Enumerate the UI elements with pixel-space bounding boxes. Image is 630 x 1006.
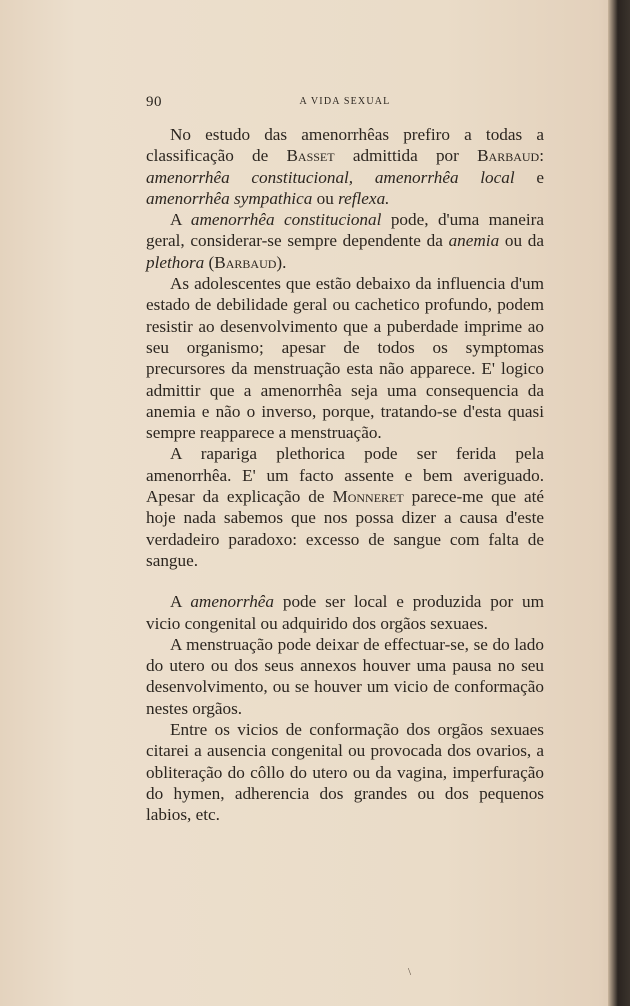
paragraph [146, 591, 544, 634]
italic-text: amenorrhêa [190, 592, 275, 612]
text-run: pode ser local e produzida por um vicio congenital ou adquirido dos orgãos sexuaes. [146, 592, 544, 633]
italic-text: amenorrhêa constitucional [190, 210, 382, 230]
italic-text: plethora [146, 252, 205, 272]
text-run: e [514, 167, 544, 187]
text-run: No estudo das amenorrhêas prefiro a todas a classificação de [146, 125, 544, 166]
author-name: Barbaud [477, 146, 540, 166]
text-run: pode, d'uma maneira geral, considerar-se sempre dependente da [146, 210, 544, 251]
author-name: Barbaud [214, 252, 277, 272]
text-run: A menstruação pode deixar de effectuar-se, se do lado do utero ou dos seus annexos houver uma pausa no seu desenvolvimento, ou se houver um vicio de conformação nestes orgãos. [146, 634, 544, 718]
text-run: ou [312, 188, 339, 208]
text-run: ( [204, 252, 215, 272]
paragraph [146, 273, 544, 443]
page-number: 90 [146, 94, 162, 110]
page-header [146, 94, 544, 110]
text-run: A [170, 592, 191, 612]
text-run: As adolescentes que estão debaixo da influencia d'um estado de debilidade geral ou cachetico profundo, podem resistir ao desenvolvimento que a puberdade imprime ao seu organismo; apesar de todos os symptomas precursores da menstruação esta não apparece. E' logico admittir que a amenorrhêa seja uma consequencia da anemia e não o inverso, porque, tratando-se d'esta quasi sempre reapparece a menstruação. [146, 274, 544, 443]
running-title: A VIDA SEXUAL [299, 96, 391, 107]
text-run: A rapariga plethorica pode ser ferida pela amenorrhêa. E' um facto assente e bem averiguado. Apesar da explicação de [146, 444, 544, 507]
text-run: : [539, 146, 544, 166]
paragraph [146, 443, 544, 571]
author-name: Basset [286, 146, 335, 166]
paragraph [146, 719, 544, 825]
footer-mark: \ [408, 966, 412, 978]
paragraph [146, 634, 544, 719]
author-name: Monneret [332, 487, 404, 507]
italic-text: amenorrhêa sympathica [146, 188, 313, 208]
italic-text: reflexa. [338, 188, 390, 208]
text-run: A [170, 210, 191, 230]
text-run: ). [276, 252, 287, 272]
italic-text: anemia [448, 231, 500, 251]
text-run: Entre os vicios de conformação dos orgãos sexuaes citarei a ausencia congenital ou provocada dos ovarios, a obliteração do côllo do utero ou da vagina, imperfuração do hymen, adherencia dos grandes ou dos pequenos labios, etc. [146, 720, 544, 825]
paragraph [146, 124, 544, 209]
body-text [146, 124, 544, 826]
text-run: parece-me que até hoje nada sabemos que nos possa dizer a causa d'este verdadeiro paradoxo: excesso de sangue com falta de sangue. [146, 487, 544, 570]
text-run: ou da [499, 231, 544, 251]
text-run: admittida por [334, 146, 478, 166]
italic-text: amenorrhêa constitucional, amenorrhêa local [146, 167, 515, 187]
paragraph [146, 209, 544, 273]
book-spine-edge [608, 0, 630, 1006]
